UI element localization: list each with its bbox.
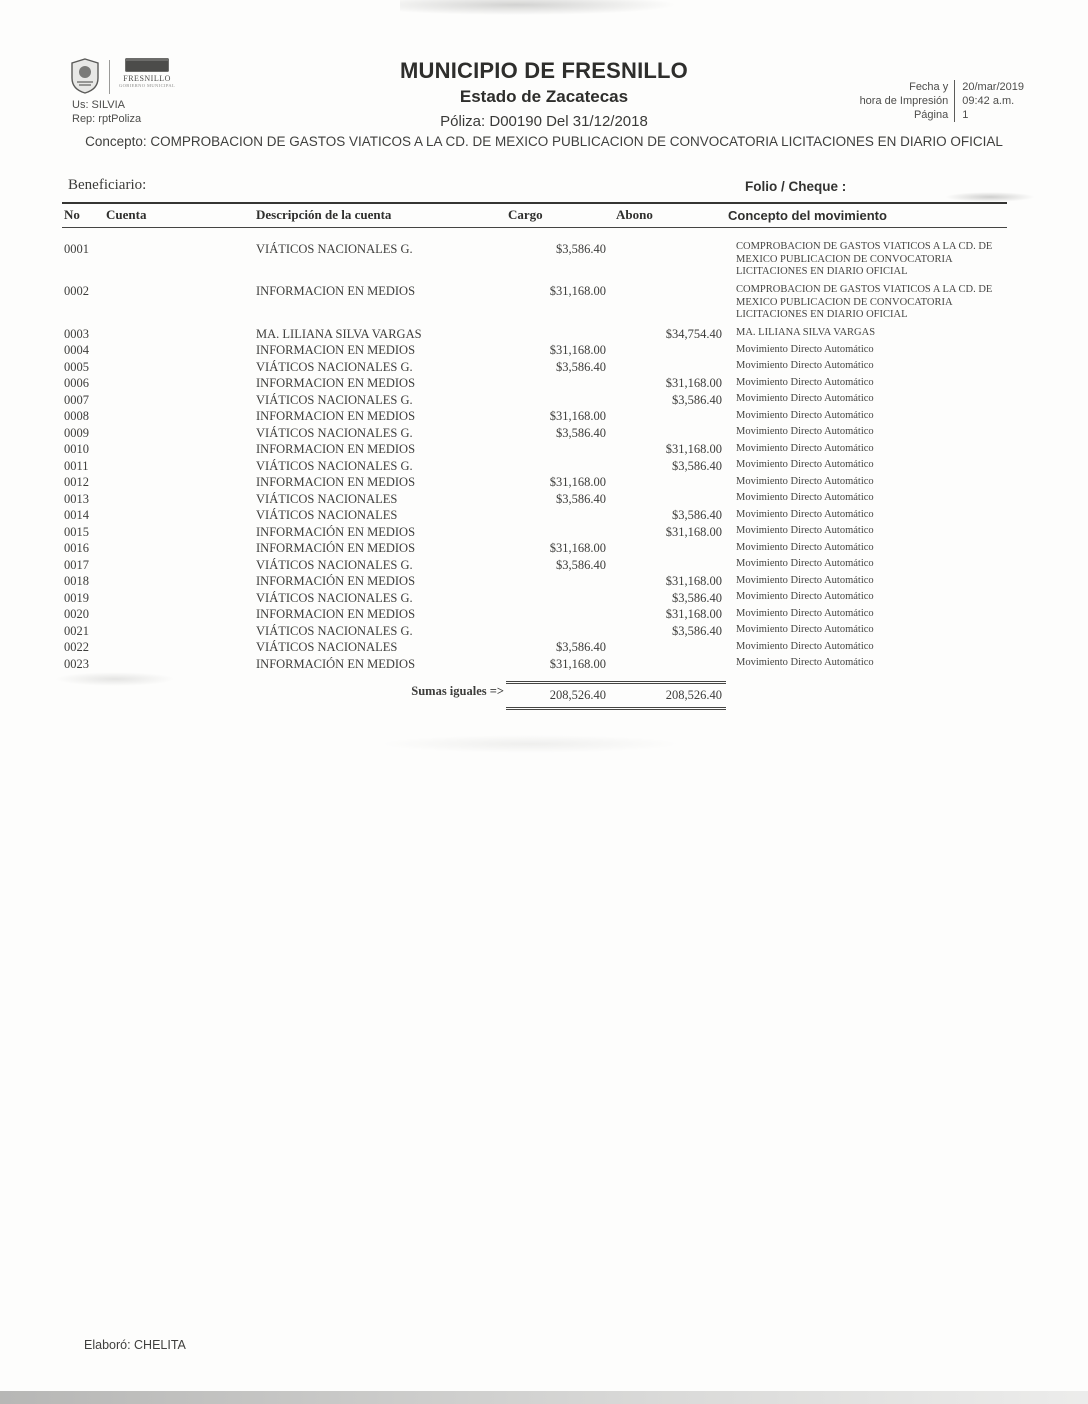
print-info-block [860, 80, 1024, 122]
total-abono: 208,526.40 [614, 683, 726, 709]
cell-concepto: Movimiento Directo Automático [736, 525, 874, 536]
cell-cargo [506, 573, 614, 590]
cell-cuenta [104, 408, 254, 425]
cell-no: 0019 [64, 590, 89, 605]
cell-no: 0017 [64, 557, 89, 572]
cell-concepto: Movimiento Directo Automático [736, 541, 874, 553]
cell-no: 0023 [64, 656, 89, 671]
cell-concepto: Movimiento Directo Automático [736, 591, 874, 602]
cell-no: 0008 [64, 409, 89, 423]
cell-cargo: $3,586.40 [556, 425, 606, 440]
cell-abono [614, 228, 726, 283]
cell-descripcion: INFORMACIÓN EN MEDIOS [256, 524, 416, 539]
cell-abono: $31,168.00 [665, 574, 722, 588]
cell-cargo: $3,586.40 [556, 359, 606, 374]
cell-cuenta [104, 283, 254, 326]
totals-row [62, 683, 1007, 709]
cell-concepto: Movimiento Directo Automático [736, 343, 874, 355]
cell-cargo: $31,168.00 [549, 283, 606, 298]
elaboro-line: Elaboró: CHELITA [84, 1338, 186, 1352]
cell-no: 0003 [64, 326, 89, 341]
table-row [62, 623, 1007, 640]
cell-concepto: Movimiento Directo Automático [736, 558, 874, 569]
report-line: Rep: rptPoliza [72, 113, 142, 125]
cell-concepto: Movimiento Directo Automático [736, 393, 874, 404]
cell-cargo: $3,586.40 [556, 640, 606, 654]
cell-cargo [506, 606, 614, 623]
cell-abono [614, 557, 726, 574]
cell-cargo: $31,168.00 [549, 409, 606, 423]
cell-cargo: $31,168.00 [549, 475, 606, 489]
beneficiario-label: Beneficiario: [68, 177, 147, 193]
cell-no: 0015 [64, 524, 89, 539]
cell-no: 0002 [64, 283, 89, 298]
table-row [62, 491, 1007, 508]
cell-abono [614, 540, 726, 557]
fresnillo-logo-subtext: GOBIERNO MUNICIPAL [119, 83, 176, 88]
print-info-values [954, 80, 1024, 122]
cell-cuenta [104, 342, 254, 359]
poliza-table-body [62, 228, 1007, 683]
cell-concepto: COMPROBACION DE GASTOS VIATICOS A LA CD. DE MEXICO PUBLICACION DE CONVOCATORIA LICITACIONES EN DIARIO OFICIAL [736, 284, 993, 320]
cell-cargo: $3,586.40 [556, 242, 606, 256]
table-row [62, 524, 1007, 541]
cell-concepto: Movimiento Directo Automático [736, 508, 874, 520]
table-row [62, 425, 1007, 442]
cell-no: 0018 [64, 574, 89, 588]
print-date: 20/mar/2019 [962, 81, 1024, 93]
cell-cargo [506, 392, 614, 409]
cell-cargo: $3,586.40 [556, 491, 606, 506]
cell-abono [614, 359, 726, 376]
cell-concepto: Movimiento Directo Automático [736, 376, 874, 388]
cell-cargo [506, 326, 614, 343]
cell-abono: $31,168.00 [665, 607, 722, 621]
cell-concepto: Movimiento Directo Automático [736, 640, 874, 652]
cell-cuenta [104, 228, 254, 283]
cell-descripcion: VIÁTICOS NACIONALES [256, 491, 398, 506]
cell-cuenta [104, 656, 254, 683]
totals-empty-cell [726, 683, 1007, 709]
cell-concepto: Movimiento Directo Automático [736, 492, 874, 503]
cell-cuenta [104, 441, 254, 458]
table-row [62, 606, 1007, 623]
scan-smudge [400, 0, 690, 16]
cell-cargo [506, 590, 614, 607]
table-row [62, 590, 1007, 607]
cell-cuenta [104, 573, 254, 590]
cell-descripcion: MA. LILIANA SILVA VARGAS [256, 326, 422, 341]
cell-cargo [506, 458, 614, 475]
scan-smudge [380, 735, 680, 753]
column-header-concepto: Concepto del movimiento [726, 203, 1007, 228]
table-header [62, 203, 1007, 228]
cell-concepto: MA. LILIANA SILVA VARGAS [736, 327, 876, 338]
table-row [62, 342, 1007, 359]
cell-abono: $31,168.00 [665, 376, 722, 390]
cell-concepto: Movimiento Directo Automático [736, 442, 874, 454]
table-row [62, 656, 1007, 683]
cell-descripcion: INFORMACION EN MEDIOS [256, 607, 416, 621]
total-cargo: 208,526.40 [506, 683, 614, 709]
cell-no: 0022 [64, 640, 89, 654]
cell-cargo: $31,168.00 [549, 541, 606, 555]
table-row [62, 359, 1007, 376]
cell-no: 0005 [64, 359, 89, 374]
cell-no: 0009 [64, 425, 89, 440]
cell-cuenta [104, 458, 254, 475]
print-label-hora: hora de Impresión [859, 95, 949, 107]
cell-descripcion: INFORMACION EN MEDIOS [256, 409, 416, 423]
cell-descripcion: VIÁTICOS NACIONALES G. [256, 557, 413, 572]
cell-no: 0021 [64, 623, 89, 638]
column-header-no: No [62, 203, 104, 228]
cell-descripcion: VIÁTICOS NACIONALES G. [256, 458, 413, 473]
cell-cargo [506, 623, 614, 640]
fresnillo-logo-text: FRESNILLO [123, 74, 171, 83]
cell-abono: $3,586.40 [672, 623, 722, 638]
column-header-cuenta: Cuenta [104, 203, 254, 228]
cell-descripcion: INFORMACION EN MEDIOS [256, 442, 416, 456]
table-row [62, 474, 1007, 491]
cell-descripcion: INFORMACIÓN EN MEDIOS [256, 574, 416, 588]
table-row [62, 408, 1007, 425]
cell-cargo: $3,586.40 [556, 557, 606, 572]
table-row [62, 540, 1007, 557]
cell-no: 0006 [64, 376, 89, 390]
cell-abono: $3,586.40 [672, 458, 722, 473]
table-row [62, 392, 1007, 409]
cell-abono [614, 408, 726, 425]
cell-cuenta [104, 359, 254, 376]
cell-descripcion: VIÁTICOS NACIONALES G. [256, 392, 413, 407]
cell-abono [614, 474, 726, 491]
cell-cuenta [104, 590, 254, 607]
table-row [62, 458, 1007, 475]
cell-no: 0001 [64, 242, 89, 256]
table-row [62, 228, 1007, 283]
table-footer [62, 683, 1007, 709]
cell-concepto: COMPROBACION DE GASTOS VIATICOS A LA CD. DE MEXICO PUBLICACION DE CONVOCATORIA LICITACIONES EN DIARIO OFICIAL [736, 241, 993, 277]
cell-cuenta [104, 392, 254, 409]
cell-no: 0010 [64, 442, 89, 456]
page-subtitle: Estado de Zacatecas [459, 87, 629, 106]
table-row [62, 573, 1007, 590]
folio-cheque-label: Folio / Cheque : [745, 179, 847, 194]
cell-abono [614, 283, 726, 326]
cell-no: 0011 [64, 458, 89, 473]
concepto-line: Concepto: COMPROBACION DE GASTOS VIATICOS A LA CD. DE MEXICO PUBLICACION DE CONVOCATORIA LICITACIONES EN DIARIO OFICIAL [85, 134, 1003, 149]
cell-abono: $31,168.00 [665, 524, 722, 539]
cell-concepto: Movimiento Directo Automático [736, 624, 874, 635]
cell-abono: $3,586.40 [672, 508, 722, 522]
user-line: Us: SILVIA [72, 99, 125, 111]
cell-concepto: Movimiento Directo Automático [736, 657, 874, 668]
cell-descripcion: VIÁTICOS NACIONALES G. [256, 590, 413, 605]
table-row [62, 441, 1007, 458]
poliza-table [62, 202, 1007, 710]
cell-descripcion: VIÁTICOS NACIONALES G. [256, 623, 413, 638]
cell-concepto: Movimiento Directo Automático [736, 459, 874, 470]
cell-cuenta [104, 557, 254, 574]
sumas-iguales-label: Sumas iguales => [411, 683, 504, 698]
print-label-pagina: Página [913, 109, 949, 121]
cell-descripcion: INFORMACIÓN EN MEDIOS [256, 656, 416, 671]
cell-abono: $3,586.40 [672, 590, 722, 605]
column-header-descripcion: Descripción de la cuenta [254, 203, 506, 228]
column-header-abono: Abono [614, 203, 726, 228]
cell-descripcion: INFORMACIÓN EN MEDIOS [256, 541, 416, 555]
cell-abono [614, 425, 726, 442]
print-label-fecha: Fecha y [909, 81, 949, 93]
scan-smudge [945, 192, 1035, 202]
table-row [62, 557, 1007, 574]
cell-cuenta [104, 491, 254, 508]
cell-abono: $31,168.00 [665, 442, 722, 456]
cell-descripcion: INFORMACION EN MEDIOS [256, 475, 416, 489]
table-row [62, 283, 1007, 326]
cell-cargo: $31,168.00 [549, 343, 606, 357]
cell-descripcion: VIÁTICOS NACIONALES G. [256, 242, 413, 256]
cell-cargo: $31,168.00 [549, 656, 606, 671]
print-info-labels [860, 80, 955, 122]
cell-abono: $3,586.40 [672, 392, 722, 407]
cell-descripcion: INFORMACION EN MEDIOS [256, 283, 416, 298]
cell-descripcion: INFORMACION EN MEDIOS [256, 376, 416, 390]
cell-abono: $34,754.40 [665, 326, 722, 341]
cell-no: 0004 [64, 343, 89, 357]
cell-concepto: Movimiento Directo Automático [736, 409, 874, 421]
cell-cuenta [104, 326, 254, 343]
cell-cuenta [104, 524, 254, 541]
cell-no: 0014 [64, 508, 89, 522]
cell-cuenta [104, 639, 254, 656]
cell-cargo [506, 524, 614, 541]
page-number: 1 [962, 109, 969, 121]
cell-concepto: Movimiento Directo Automático [736, 607, 874, 619]
cell-no: 0012 [64, 475, 89, 489]
cell-descripcion: VIÁTICOS NACIONALES [256, 640, 398, 654]
cell-cuenta [104, 375, 254, 392]
cell-descripcion: INFORMACION EN MEDIOS [256, 343, 416, 357]
cell-cuenta [104, 623, 254, 640]
cell-concepto: Movimiento Directo Automático [736, 574, 874, 586]
cell-abono [614, 491, 726, 508]
cell-concepto: Movimiento Directo Automático [736, 426, 874, 437]
cell-cargo [506, 507, 614, 524]
cell-abono [614, 639, 726, 656]
cell-no: 0020 [64, 607, 89, 621]
table-row [62, 507, 1007, 524]
cell-no: 0016 [64, 541, 89, 555]
cell-descripcion: VIÁTICOS NACIONALES G. [256, 425, 413, 440]
cell-concepto: Movimiento Directo Automático [736, 475, 874, 487]
cell-cuenta [104, 606, 254, 623]
table-row [62, 639, 1007, 656]
cell-cuenta [104, 425, 254, 442]
poliza-line: Póliza: D00190 Del 31/12/2018 [440, 113, 648, 130]
page-title: MUNICIPIO DE FRESNILLO [400, 58, 688, 83]
cell-no: 0013 [64, 491, 89, 506]
cell-abono [614, 342, 726, 359]
table-row [62, 375, 1007, 392]
print-time: 09:42 a.m. [962, 95, 1015, 107]
cell-cargo [506, 375, 614, 392]
cell-abono [614, 656, 726, 683]
cell-descripcion: VIÁTICOS NACIONALES G. [256, 359, 413, 374]
cell-concepto: Movimiento Directo Automático [736, 360, 874, 371]
cell-cargo [506, 441, 614, 458]
table-header-row [62, 203, 1007, 228]
cell-descripcion: VIÁTICOS NACIONALES [256, 508, 398, 522]
column-header-cargo: Cargo [506, 203, 614, 228]
table-row [62, 326, 1007, 343]
cell-cuenta [104, 474, 254, 491]
cell-cuenta [104, 540, 254, 557]
cell-no: 0007 [64, 392, 89, 407]
cell-cuenta [104, 507, 254, 524]
scan-edge [0, 1391, 1088, 1404]
